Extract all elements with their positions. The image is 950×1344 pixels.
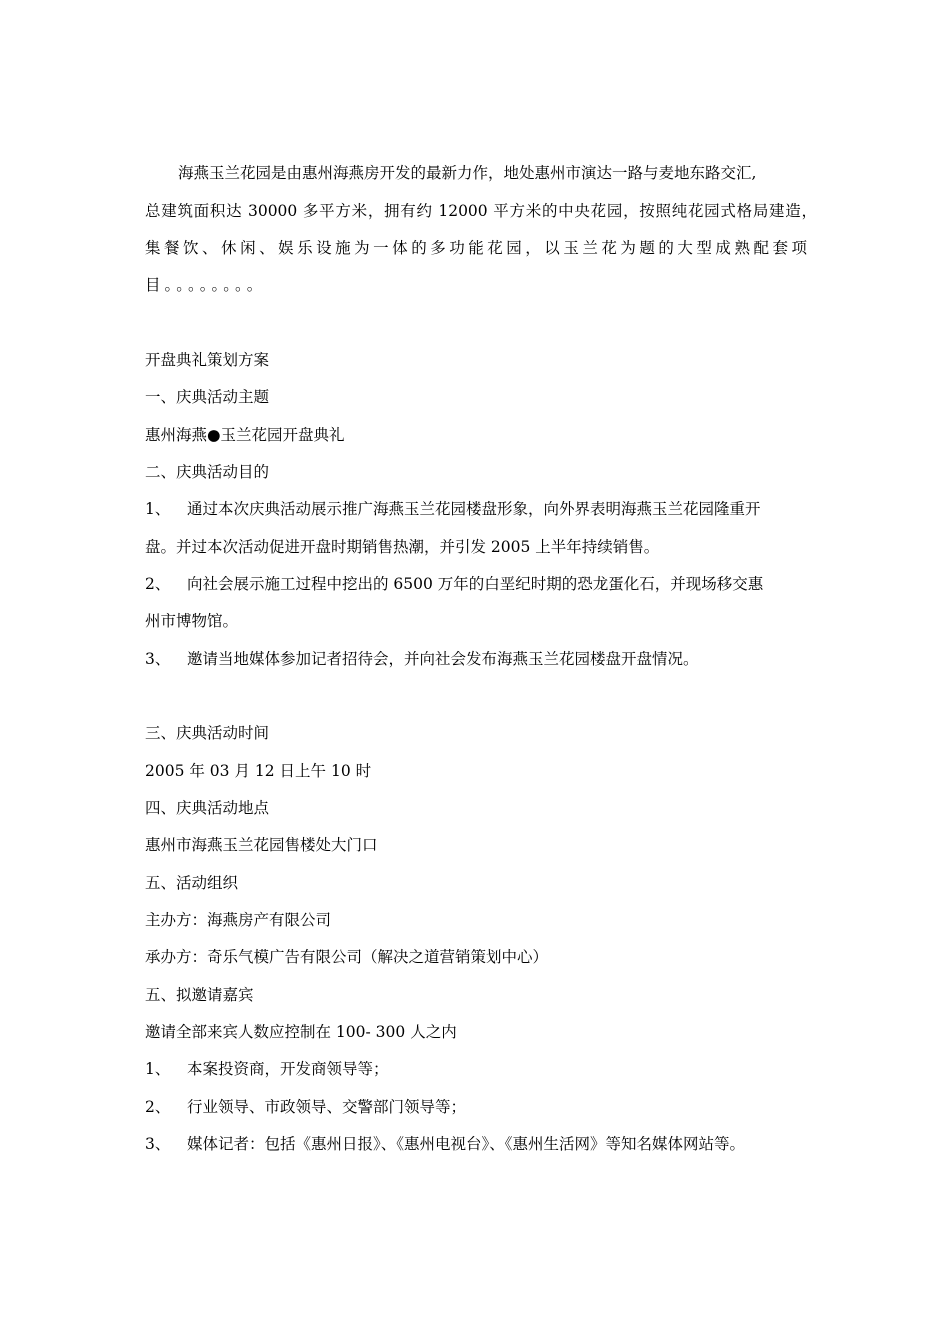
item-text: 行业领导、市政领导、交警部门领导等； [187,1098,467,1116]
guest-item-3 [145,1133,825,1155]
item-text: 邀请当地媒体参加记者招待会，并向社会发布海燕玉兰花园楼盘开盘情况。 [187,650,699,668]
section-4-heading: 四、庆典活动地点 [145,799,270,817]
item-number: 3、 [145,1135,171,1153]
section-6-heading: 五、拟邀请嘉宾 [145,986,254,1004]
intro-line-3: 集餐饮、休闲、娱乐设施为一体的多功能花园，以玉兰花为题的大型成熟配套项 [145,239,807,257]
purpose-item-3 [145,648,825,670]
section-3-heading: 三、庆典活动时间 [145,724,270,742]
section-1-heading: 一、庆典活动主题 [145,388,270,406]
purpose-item-1-continued: 盘。并过本次活动促进开盘时期销售热潮，并引发 2005 上半年持续销售。 [145,538,660,556]
item-number: 2、 [145,1098,171,1116]
intro-line-4: 目。。。。。。。。 [145,276,267,294]
item-text: 向社会展示施工过程中挖出的 6500 万年的白垩纪时期的恐龙蛋化石，并现场移交惠 [187,575,764,593]
section-1-content: 惠州海燕●玉兰花园开盘典礼 [145,426,345,444]
purpose-item-2-continued: 州市博物馆。 [145,612,239,630]
item-text: 本案投资商，开发商领导等； [187,1060,389,1078]
intro-line-2: 总建筑面积达 30000 多平方米，拥有约 12000 平方米的中央花园，按照纯花园式格局建造， [145,202,817,220]
item-number: 2、 [145,575,171,593]
item-number: 1、 [145,1060,171,1078]
section-2-heading: 二、庆典活动目的 [145,463,270,481]
guest-count-line: 邀请全部来宾人数应控制在 100- 300 人之内 [145,1023,457,1041]
guest-item-1 [145,1058,825,1080]
guest-item-2 [145,1096,825,1118]
item-text: 媒体记者：包括《惠州日报》、《惠州电视台》、《惠州生活网》等知名媒体网站等。 [187,1135,746,1153]
item-number: 3、 [145,650,171,668]
plan-title: 开盘典礼策划方案 [145,351,270,369]
item-number: 1、 [145,500,171,518]
section-5-heading: 五、活动组织 [145,874,239,892]
intro-line-1: 海燕玉兰花园是由惠州海燕房开发的最新力作，地处惠州市演达一路与麦地东路交汇, [178,164,757,182]
item-text: 通过本次庆典活动展示推广海燕玉兰花园楼盘形象，向外界表明海燕玉兰花园隆重开 [187,500,761,518]
section-3-content: 2005 年 03 月 12 日上午 10 时 [145,762,372,780]
host-line: 主办方：海燕房产有限公司 [145,911,332,929]
section-4-content: 惠州市海燕玉兰花园售楼处大门口 [145,836,378,854]
purpose-item-2 [145,573,825,595]
purpose-item-1 [145,498,825,520]
organizer-line: 承办方：奇乐气模广告有限公司（解决之道营销策划中心） [145,948,549,966]
